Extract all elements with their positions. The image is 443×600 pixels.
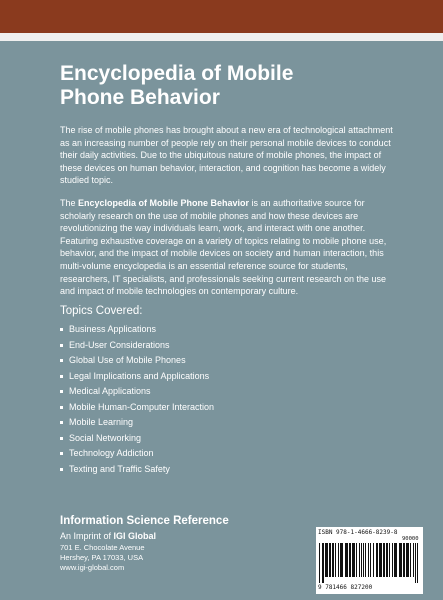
barcode-bar <box>340 543 343 577</box>
barcode-bar <box>325 543 328 577</box>
bullet-icon <box>60 452 63 455</box>
topic-label: Technology Addiction <box>69 448 154 458</box>
bullet-icon <box>60 468 63 471</box>
barcode-bar <box>413 543 414 577</box>
title-line-2: Phone Behavior <box>60 86 220 109</box>
bullet-icon <box>60 375 63 378</box>
barcode-bars <box>319 543 420 583</box>
topic-item <box>60 338 214 354</box>
publisher-block <box>60 514 229 573</box>
topic-label: Legal Implications and Applications <box>69 370 210 381</box>
topics-list <box>60 322 214 477</box>
barcode-bar <box>356 543 357 577</box>
bullet-icon <box>60 344 63 347</box>
barcode-bar <box>329 543 331 577</box>
barcode-bar <box>406 543 409 577</box>
bullet-icon <box>60 406 63 409</box>
topic-item <box>60 431 214 447</box>
description-body: is an authoritative source for scholarly research on the use of mobile phones and how these devices are revolutionizing the way individuals learn, work, and interact with one another. Featuring exhaustive coverage on a variety of topics relating to mobile phone use, behavior, and the impact of mobile devices on society and human interaction, this multi-volume encyclopedia is an essential reference source for students, researchers, IT specialists, and professionals seeking current research on the use and impact of mobile technologies on contemporary culture. <box>60 198 387 297</box>
address-line-2: Hershey, PA 17033, USA <box>60 553 144 562</box>
barcode-bar <box>338 543 339 577</box>
barcode-bar <box>392 543 393 577</box>
barcode-bar <box>352 543 355 577</box>
barcode-bar <box>361 543 362 577</box>
title-line-1: Encyclopedia of Mobile <box>60 62 294 85</box>
barcode-bar <box>376 543 378 577</box>
description-paragraph <box>60 197 400 298</box>
barcode-bar <box>379 543 382 577</box>
topic-item <box>60 369 214 385</box>
barcode-bar <box>368 543 369 577</box>
bullet-icon <box>60 328 63 331</box>
price-addon-label: 90000 <box>402 536 419 542</box>
barcode-bar <box>403 543 405 577</box>
intro-paragraph: The rise of mobile phones has brought about a new era of technological attachment as an increasing number of people rely on their personal mobile devices to conduct their daily activities. Due to the ubiquitous nature of mobile phones, the impact of these devices on human behavior, interaction, and cognition has become a widely studied topic. <box>60 125 393 186</box>
publisher-website: www.igi-global.com <box>60 563 125 572</box>
topic-label: Texting and Traffic Safety <box>69 463 170 474</box>
barcode-bar <box>399 543 402 577</box>
bullet-icon <box>60 359 63 362</box>
topic-item <box>60 446 214 462</box>
description-book-title: Encyclopedia of Mobile Phone Behavior <box>78 198 250 208</box>
topics-heading: Topics Covered: <box>60 305 143 317</box>
barcode-bar <box>322 543 324 583</box>
top-color-band <box>0 0 443 33</box>
isbn-barcode <box>316 527 423 594</box>
barcode-bar <box>415 543 416 583</box>
isbn-label: ISBN 978-1-4666-8239-8 <box>318 529 398 536</box>
barcode-bar <box>383 543 385 577</box>
topic-item <box>60 384 214 400</box>
publisher-imprint <box>60 529 229 543</box>
book-title <box>60 62 400 110</box>
topic-label: Mobile Learning <box>69 417 134 427</box>
topic-label: Medical Applications <box>69 386 151 396</box>
topic-item <box>60 415 214 431</box>
bullet-icon <box>60 390 63 393</box>
barcode-bar <box>332 543 334 577</box>
topic-item <box>60 322 214 338</box>
address-line-1: 701 E. Chocolate Avenue <box>60 543 145 552</box>
top-divider-strip <box>0 33 443 41</box>
barcode-bar <box>349 543 351 577</box>
barcode-digits: 9 781466 827200 <box>318 584 373 591</box>
barcode-bar <box>386 543 388 577</box>
barcode-bar <box>410 543 411 577</box>
imprint-prefix: An Imprint of <box>60 531 114 541</box>
barcode-bar <box>370 543 371 577</box>
barcode-bar <box>417 543 418 583</box>
barcode-bar <box>363 543 364 577</box>
topic-label: End-User Considerations <box>69 339 170 350</box>
barcode-bar <box>373 543 374 577</box>
imprint-name: IGI Global <box>113 531 157 541</box>
topic-item <box>60 462 214 478</box>
barcode-bar <box>359 543 360 577</box>
topic-item <box>60 400 214 416</box>
topic-label: Mobile Human-Computer Interaction <box>69 401 215 412</box>
bullet-icon <box>60 437 63 440</box>
bullet-icon <box>60 421 63 424</box>
barcode-bar <box>335 543 336 577</box>
topic-item <box>60 353 214 369</box>
topic-label: Global Use of Mobile Phones <box>69 355 186 365</box>
publisher-name: Information Science Reference <box>60 515 229 527</box>
barcode-bar <box>345 543 348 577</box>
topic-label: Business Applications <box>69 324 157 334</box>
topic-label: Social Networking <box>69 432 142 443</box>
barcode-bar <box>394 543 397 577</box>
description-prefix: The <box>60 198 79 208</box>
barcode-bar <box>389 543 390 577</box>
barcode-bar <box>319 543 320 583</box>
barcode-bar <box>365 543 366 577</box>
